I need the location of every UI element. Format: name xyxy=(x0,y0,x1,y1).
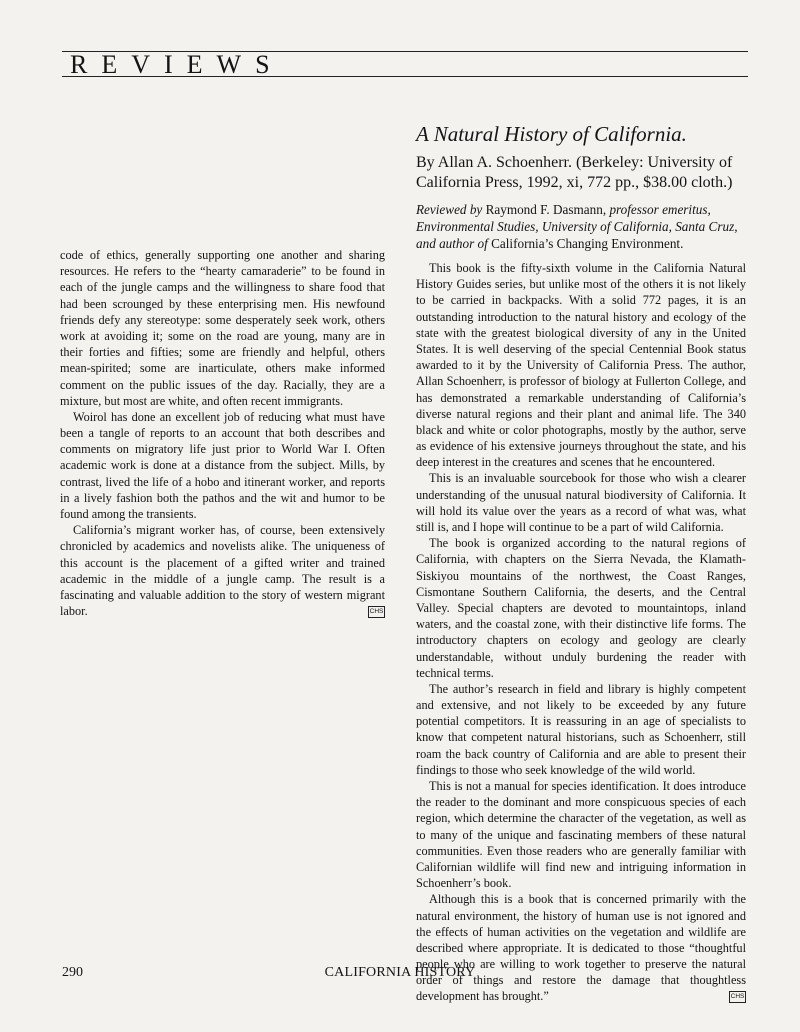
review-paragraph-6-text: Although this is a book that is concerned primarily with the natural environment, the history of human use is not ignored and the effects of human activities on the vegetation and wildlife are described where appropriate. It is dedicated to those “thoughtful people who are willing to work together to preserve the natural order of things and restore the damage that thoughtless development has brought.” xyxy=(416,892,746,1004)
left-paragraph-1: code of ethics, generally supporting one another and sharing resources. He refers to the “hearty camaraderie” to be found in each of the jungle camps and the willingness to share food that had been scrounged by these enterprising men. His newfound friends defy any stereotype: some desperately seek work, others work at avoiding it; some on the road are young, many are in their forties and fifties; some are friendly and helpful, others mean-spirited; some are inarticulate, others make informed comment on the public issues of the day. Racially, they are a mixture, but most are white, and often recent immigrants. xyxy=(60,248,385,408)
section-title: REVIEWS xyxy=(70,50,284,79)
review-paragraph-5: This is not a manual for species identification. It does introduce the reader to the dominant and more conspicuous species of each region, which determine the character of the vegetation, as well as to many of the unique and fascinating members of these natural communities. Even those readers who are generally familiar with Californian wildlife will find new and intriguing information in Schoenherr’s book. xyxy=(416,779,746,891)
left-paragraph-3 xyxy=(60,522,385,619)
journal-name: CALIFORNIA HISTORY xyxy=(324,965,476,980)
review-title: A Natural History of California. xyxy=(416,122,687,146)
review-column xyxy=(416,121,746,1005)
review-paragraph-1: This book is the fifty-sixth volume in the California Natural History Guides series, but unlike most of the others it is not likely to be carried in backpacks. With a solid 772 pages, it is an outstanding introduction to the natural history and ecology of the state with the greatest biological diversity of any in the United States. It is well deserving of the special Centennial Book status awarded to it by the University of California Press. The author, Allan Schoenherr, is professor of biology at Fullerton College, and has demonstrated a remarkable understanding of California’s diverse natural regions and their plant and animal life. The 340 black and white or color photographs, mostly by the author, serve as evidence of his extensive journeys throughout the state, and his deep interest in the creatures and scenes that he encountered. xyxy=(416,261,746,470)
left-paragraph-3-text: California’s migrant worker has, of course, been extensively chronicled by academics and novelists alike. The uniqueness of this account is the placement of a gifted writer and trained academic in the middle of a jungle camp. The result is a fascinating and valuable addition to the story of western migrant labor. xyxy=(60,523,385,619)
reviewer-affiliation: professor emeritus, Environmental Studies, University of California, Santa Cruz, and author of xyxy=(416,202,738,251)
review-paragraph-4: The author’s research in field and library is highly competent and extensive, and not likely to be exceeded by any future potential competitors. It is reassuring in an age of specialists to know that competent natural historians, such as Schoenherr, still roam the back country of California and are able to present their findings to those who seek knowledge of the wild world. xyxy=(416,681,746,777)
reviewer-book: California’s Changing Environment. xyxy=(487,236,684,251)
review-byline: By Allan A. Schoenherr. (Berkeley: University of California Press, 1992, xi, 772 pp., $38.00 cloth.) xyxy=(416,154,733,191)
reviewer-label: Reviewed by xyxy=(416,202,483,217)
review-paragraph-3: The book is organized according to the natural regions of California, with chapters on the Sierra Nevada, the Klamath-Siskiyou mountains of the northwest, the Coast Ranges, Cismontane Southern California, the deserts, and the Central Valley. Special chapters are devoted to mountaintops, inland waters, and the coastal zone, with their distinctive life forms. The introductory chapters on ecology and geology are clearly understandable, without unduly burdening the reader with technical terms. xyxy=(416,536,746,680)
reviewer-name: Raymond F. Dasmann, xyxy=(482,202,610,217)
left-paragraph-2: Woirol has done an excellent job of reducing what must have been a tangle of reports to an account that both describes and comments on migratory life just prior to World War I. Often academic work is done at a distance from the subject. Mills, by contrast, lived the life of a hobo and itinerant worker, and reports in a lively fashion both the pathos and the wit and humor to be found among the transients. xyxy=(60,409,385,521)
review-paragraph-2: This is an invaluable sourcebook for those who wish a clearer understanding of the unusual natural biodiversity of California. It will hold its value over the years as a record of what was, what still is, and I hope will continue to be a part of wild California. xyxy=(416,471,746,534)
page-number: 290 xyxy=(62,965,83,980)
header-bottom-rule xyxy=(62,76,748,77)
chs-end-badge: CHS xyxy=(729,991,746,1003)
reviewer-credit xyxy=(416,201,746,252)
review-paragraph-6 xyxy=(416,891,746,1004)
left-column xyxy=(60,247,385,619)
chs-end-badge: CHS xyxy=(368,606,385,618)
